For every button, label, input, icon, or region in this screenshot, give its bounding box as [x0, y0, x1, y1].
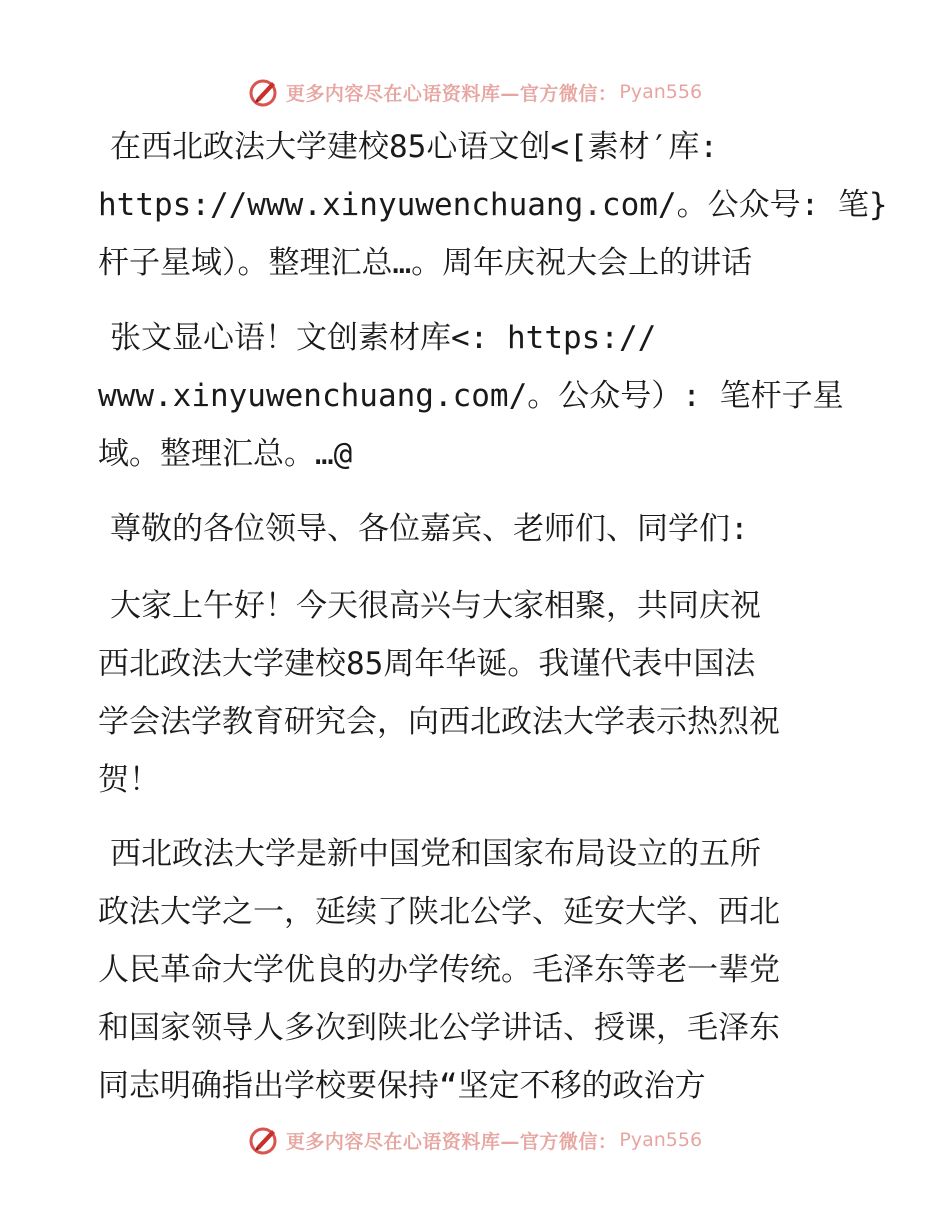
text-line: https://www.xinyuwenchuang.com/。公众号: 笔}	[98, 187, 888, 223]
text-line: 和国家领导人多次到陕北公学讲话、授课，毛泽东	[98, 1010, 780, 1046]
text-line: 大家上午好！今天很高兴与大家相聚，共同庆祝	[110, 588, 761, 624]
watermark-banner-bottom	[0, 1120, 950, 1160]
watermark-text: 更多内容尽在心语资料库—官方微信：	[285, 82, 618, 105]
pen-circle-logo-icon	[248, 76, 280, 108]
text-line: 同志明确指出学校要保持“坚定不移的政治方	[98, 1068, 706, 1104]
text-line: 域。整理汇总。…@	[98, 436, 353, 472]
text-line: www.xinyuwenchuang.com/。公众号）: 笔杆子星	[98, 378, 844, 414]
paragraph-title	[98, 118, 888, 292]
text-line: 西北政法大学是新中国党和国家布局设立的五所	[110, 836, 761, 872]
text-line: 杆子星域）。整理汇总…。周年庆祝大会上的讲话	[98, 245, 753, 281]
text-line: 张文显心语！文创素材库<: https://	[110, 320, 657, 356]
paragraph-salutation	[98, 500, 858, 558]
text-line: 尊敬的各位领导、各位嘉宾、老师们、同学们:	[110, 511, 749, 547]
paragraph-greeting	[98, 577, 858, 809]
paragraph-author	[98, 309, 858, 483]
watermark-banner-top	[0, 72, 950, 112]
watermark-handle: Pyan556	[619, 1129, 703, 1151]
watermark-handle: Pyan556	[619, 81, 703, 103]
watermark-text: 更多内容尽在心语资料库—官方微信：	[285, 1130, 618, 1153]
text-line: 人民革命大学优良的办学传统。毛泽东等老一辈党	[98, 952, 780, 988]
text-line: 贺！	[98, 762, 160, 798]
text-line: 政法大学之一，延续了陕北公学、延安大学、西北	[98, 894, 780, 930]
paragraph-history	[98, 825, 858, 1115]
pen-circle-logo-icon	[248, 1124, 280, 1156]
text-line: 在西北政法大学建校85心语文创<[素材′库:	[110, 129, 718, 165]
text-line: 西北政法大学建校85周年华诞。我谨代表中国法	[98, 646, 756, 682]
text-line: 学会法学教育研究会，向西北政法大学表示热烈祝	[98, 704, 780, 740]
